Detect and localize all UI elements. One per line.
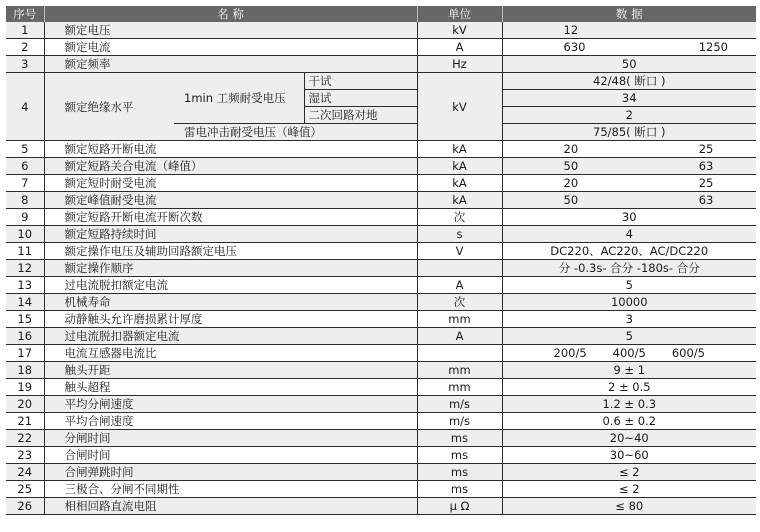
row-name: 额定短路开断电流 bbox=[44, 141, 417, 158]
row-value: ≤ 2 bbox=[502, 481, 756, 498]
row-unit: A bbox=[417, 328, 502, 345]
row-unit: Hz bbox=[417, 56, 502, 73]
table-row bbox=[6, 277, 756, 294]
row-unit: kA bbox=[417, 192, 502, 209]
row-value: 4 bbox=[502, 226, 756, 243]
spec-table-wrapper bbox=[6, 6, 756, 515]
value-1: 630 bbox=[563, 40, 586, 54]
row-number: 2 bbox=[6, 39, 44, 56]
insulation-row bbox=[6, 73, 756, 90]
row-value: 30 bbox=[502, 209, 756, 226]
row-name: 额定电压 bbox=[44, 22, 417, 39]
row-name: 平均分闸速度 bbox=[44, 396, 417, 413]
row-unit: ms bbox=[417, 464, 502, 481]
row-number: 25 bbox=[6, 481, 44, 498]
table-row bbox=[6, 226, 756, 243]
row-name: 额定短路关合电流（峰值） bbox=[44, 158, 417, 175]
row-unit: μ Ω bbox=[417, 498, 502, 515]
wet-test-label: 湿试 bbox=[304, 90, 417, 107]
table-row bbox=[6, 328, 756, 345]
row-value bbox=[502, 39, 756, 56]
row-number: 14 bbox=[6, 294, 44, 311]
row-name: 电流互感器电流比 bbox=[44, 345, 417, 362]
row-name: 合闸时间 bbox=[44, 447, 417, 464]
row-unit: kA bbox=[417, 175, 502, 192]
row-number: 21 bbox=[6, 413, 44, 430]
row-number: 17 bbox=[6, 345, 44, 362]
row-unit: kV bbox=[417, 73, 502, 141]
row-number: 18 bbox=[6, 362, 44, 379]
row-unit: A bbox=[417, 39, 502, 56]
value-1: 200/5 bbox=[553, 346, 587, 360]
header-seq: 序号 bbox=[6, 6, 44, 22]
row-value: 0.6 ± 0.2 bbox=[502, 413, 756, 430]
table-row bbox=[6, 345, 756, 362]
row-value: 5 bbox=[502, 328, 756, 345]
row-value: 20~40 bbox=[502, 430, 756, 447]
row-unit: ms bbox=[417, 430, 502, 447]
row-unit: A bbox=[417, 277, 502, 294]
spec-table bbox=[6, 6, 756, 515]
row-number: 8 bbox=[6, 192, 44, 209]
lightning-impulse-label: 雷电冲击耐受电压（峰值） bbox=[174, 124, 417, 141]
table-row bbox=[6, 39, 756, 56]
row-number: 20 bbox=[6, 396, 44, 413]
table-row bbox=[6, 311, 756, 328]
table-row bbox=[6, 362, 756, 379]
row-number: 10 bbox=[6, 226, 44, 243]
row-name: 额定短路持续时间 bbox=[44, 226, 417, 243]
row-unit: V bbox=[417, 243, 502, 260]
row-name: 三极合、分闸不同期性 bbox=[44, 481, 417, 498]
row-number: 1 bbox=[6, 22, 44, 39]
table-row bbox=[6, 209, 756, 226]
row-value: ≤ 2 bbox=[502, 464, 756, 481]
row-unit bbox=[417, 345, 502, 362]
row-name: 平均合闸速度 bbox=[44, 413, 417, 430]
row-name: 额定短时耐受电流 bbox=[44, 175, 417, 192]
row-number: 7 bbox=[6, 175, 44, 192]
row-value: 10000 bbox=[502, 294, 756, 311]
row-number: 16 bbox=[6, 328, 44, 345]
row-unit: kA bbox=[417, 141, 502, 158]
table-row bbox=[6, 396, 756, 413]
row-name: 合闸弹跳时间 bbox=[44, 464, 417, 481]
value-2: 63 bbox=[698, 159, 714, 173]
row-value bbox=[502, 175, 756, 192]
row-value bbox=[502, 141, 756, 158]
table-row bbox=[6, 158, 756, 175]
row-unit: m/s bbox=[417, 396, 502, 413]
secondary-circuit-label: 二次回路对地 bbox=[304, 107, 417, 124]
lightning-impulse-value: 75/85( 断口 ) bbox=[502, 124, 756, 141]
row-name: 机械寿命 bbox=[44, 294, 417, 311]
row-name: 额定频率 bbox=[44, 56, 417, 73]
row-number: 24 bbox=[6, 464, 44, 481]
header-name: 名 称 bbox=[44, 6, 417, 22]
row-value: 1.2 ± 0.3 bbox=[502, 396, 756, 413]
row-value bbox=[502, 22, 756, 39]
value-2: 63 bbox=[698, 193, 714, 207]
row-name: 额定操作电压及辅助回路额定电压 bbox=[44, 243, 417, 260]
row-value: DC220、AC220、AC/DC220 bbox=[502, 243, 756, 260]
value-1: 12 bbox=[563, 23, 579, 37]
row-number: 9 bbox=[6, 209, 44, 226]
row-name: 额定短路开断电流开断次数 bbox=[44, 209, 417, 226]
value-3: 600/5 bbox=[671, 346, 705, 360]
row-unit bbox=[417, 260, 502, 277]
row-value bbox=[502, 158, 756, 175]
row-value: 3 bbox=[502, 311, 756, 328]
table-row bbox=[6, 498, 756, 515]
row-number: 13 bbox=[6, 277, 44, 294]
table-row bbox=[6, 379, 756, 396]
table-row bbox=[6, 192, 756, 209]
value-1: 20 bbox=[563, 142, 579, 156]
row-name: 额定操作顺序 bbox=[44, 260, 417, 277]
table-row bbox=[6, 481, 756, 498]
row-value: 9 ± 1 bbox=[502, 362, 756, 379]
row-unit: s bbox=[417, 226, 502, 243]
value-2: 400/5 bbox=[612, 346, 646, 360]
row-name: 触头超程 bbox=[44, 379, 417, 396]
row-unit: mm bbox=[417, 362, 502, 379]
value-1: 50 bbox=[563, 159, 579, 173]
row-name: 相相回路直流电阻 bbox=[44, 498, 417, 515]
secondary-circuit-value: 2 bbox=[502, 107, 756, 124]
row-value: ≤ 80 bbox=[502, 498, 756, 515]
table-row bbox=[6, 175, 756, 192]
row-unit: kV bbox=[417, 22, 502, 39]
row-value: 5 bbox=[502, 277, 756, 294]
wet-test-value: 34 bbox=[502, 90, 756, 107]
value-2: 25 bbox=[698, 176, 714, 190]
row-name: 过电流脱扣器额定电流 bbox=[44, 328, 417, 345]
table-row bbox=[6, 22, 756, 39]
row-value: 2 ± 0.5 bbox=[502, 379, 756, 396]
dry-test-label: 干试 bbox=[304, 73, 417, 90]
table-row bbox=[6, 141, 756, 158]
value-2: 25 bbox=[698, 142, 714, 156]
table-row bbox=[6, 430, 756, 447]
table-row bbox=[6, 413, 756, 430]
table-row bbox=[6, 447, 756, 464]
table-row bbox=[6, 56, 756, 73]
power-frequency-label: 1min 工频耐受电压 bbox=[174, 73, 304, 124]
value-2 bbox=[629, 22, 753, 38]
row-unit: kA bbox=[417, 158, 502, 175]
row-number: 22 bbox=[6, 430, 44, 447]
row-number: 26 bbox=[6, 498, 44, 515]
row-unit: ms bbox=[417, 481, 502, 498]
row-name: 分闸时间 bbox=[44, 430, 417, 447]
table-row bbox=[6, 243, 756, 260]
row-name: 额定电流 bbox=[44, 39, 417, 56]
row-value bbox=[502, 345, 756, 362]
row-unit: ms bbox=[417, 447, 502, 464]
row-number: 3 bbox=[6, 56, 44, 73]
table-row bbox=[6, 260, 756, 277]
row-number: 11 bbox=[6, 243, 44, 260]
row-unit: mm bbox=[417, 311, 502, 328]
row-number: 19 bbox=[6, 379, 44, 396]
row-name: 额定绝缘水平 bbox=[44, 73, 174, 141]
row-unit: mm bbox=[417, 379, 502, 396]
row-name: 动静触头允许磨损累计厚度 bbox=[44, 311, 417, 328]
row-number: 12 bbox=[6, 260, 44, 277]
row-unit: 次 bbox=[417, 209, 502, 226]
table-row bbox=[6, 294, 756, 311]
table-row bbox=[6, 464, 756, 481]
row-number: 6 bbox=[6, 158, 44, 175]
value-2: 1250 bbox=[698, 40, 728, 54]
row-name: 过电流脱扣额定电流 bbox=[44, 277, 417, 294]
table-header bbox=[6, 6, 756, 22]
value-1: 50 bbox=[563, 193, 579, 207]
header-data: 数 据 bbox=[502, 6, 756, 22]
row-number: 4 bbox=[6, 73, 44, 141]
row-value: 分 -0.3s- 合分 -180s- 合分 bbox=[502, 260, 756, 277]
row-number: 5 bbox=[6, 141, 44, 158]
row-value bbox=[502, 192, 756, 209]
dry-test-value: 42/48( 断口 ) bbox=[502, 73, 756, 90]
header-unit: 单位 bbox=[417, 6, 502, 22]
row-value: 30~60 bbox=[502, 447, 756, 464]
row-unit: 次 bbox=[417, 294, 502, 311]
row-number: 15 bbox=[6, 311, 44, 328]
row-name: 额定峰值耐受电流 bbox=[44, 192, 417, 209]
row-name: 触头开距 bbox=[44, 362, 417, 379]
value-1: 20 bbox=[563, 176, 579, 190]
row-number: 23 bbox=[6, 447, 44, 464]
row-value: 50 bbox=[502, 56, 756, 73]
row-unit: m/s bbox=[417, 413, 502, 430]
